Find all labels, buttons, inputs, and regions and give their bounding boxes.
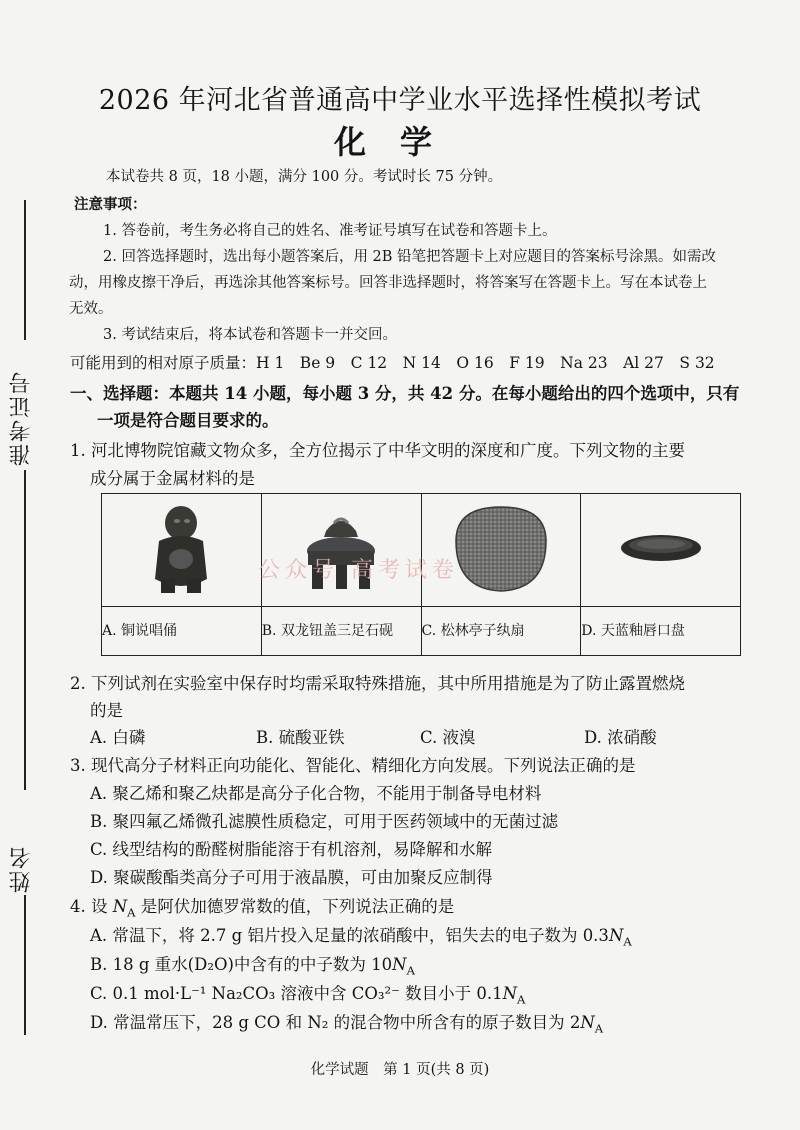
- exam-info: 本试卷共 8 页，18 小题，满分 100 分。考试时长 75 分钟。: [106, 169, 503, 185]
- q4-stem-suffix: 是阿伏加德罗常数的值，下列说法正确的是: [135, 897, 455, 916]
- q2-option-a: A. 白磷: [90, 728, 146, 747]
- note-1: 1. 答卷前，考生务必将自己的姓名、准考证号填写在试卷和答题卡上。: [103, 223, 557, 239]
- section-1-heading-line-2: 一项是符合题目要求的。: [97, 411, 279, 430]
- side-divider-top: [24, 200, 26, 340]
- q4-stem-a-subscript: A: [127, 905, 136, 920]
- q4-stem-prefix: 4. 设: [70, 897, 113, 916]
- q1-stem-line-2: 成分属于金属材料的是: [90, 469, 255, 488]
- q4-option-b-n: N: [392, 955, 407, 974]
- q4-option-d-n: N: [580, 1013, 595, 1032]
- watermark: 公众号 高考试卷: [258, 558, 459, 583]
- q4-option-a-sub: A: [623, 934, 632, 949]
- q1-stem-line-1: 1. 河北博物院馆藏文物众多，全方位揭示了中华文明的深度和广度。下列文物的主要: [70, 441, 685, 460]
- q4-option-a-n: N: [608, 926, 624, 945]
- q4-stem: [70, 893, 454, 919]
- q2-option-b: B. 硫酸亚铁: [256, 728, 345, 747]
- silk-fan-image: [446, 501, 556, 596]
- q2-stem-line-2: 的是: [90, 701, 123, 720]
- note-2-line-2: 动，用橡皮擦干净后，再选涂其他答案标号。回答非选择题时，将答案写在答题卡上。写在本试卷上: [69, 275, 707, 291]
- option-d-caption: D. 天蓝釉唇口盘: [581, 607, 741, 656]
- q4-option-b: [90, 951, 415, 977]
- option-c-caption: C. 松林亭子纨扇: [421, 607, 581, 656]
- q3-option-d: D. 聚碳酸酯类高分子可用于液晶膜，可由加聚反应制得: [90, 868, 493, 887]
- q4-stem-n-symbol: N: [112, 897, 128, 916]
- q4-option-c-sub: A: [517, 992, 526, 1007]
- q4-option-d: [90, 1009, 603, 1035]
- exam-title: 2026 年河北省普通高中学业水平选择性模拟考试: [98, 85, 702, 116]
- q3-stem: 3. 现代高分子材料正向功能化、智能化、精细化方向发展。下列说法正确的是: [70, 756, 636, 775]
- atomic-masses: 可能用到的相对原子质量：H 1 Be 9 C 12 N 14 O 16 F 19 Na 23 Al 27 S 32: [70, 354, 715, 372]
- option-a-caption: A. 铜说唱俑: [102, 607, 262, 656]
- q4-option-a-text: A. 常温下，将 2.7 g 铝片投入足量的浓硝酸中，铝失去的电子数为 0.3: [90, 926, 609, 945]
- q4-option-d-text: D. 常温常压下，28 g CO 和 N₂ 的混合物中所含有的原子数目为 2: [90, 1013, 581, 1032]
- q4-option-b-text: B. 18 g 重水(D₂O)中含有的中子数为 10: [90, 955, 393, 974]
- glazed-plate-image: [616, 518, 706, 578]
- note-2-line-1: 2. 回答选择题时，选出每小题答案后，用 2B 铅笔把答题卡上对应题目的答案标号涂黑。如需改: [103, 249, 717, 265]
- page-footer: 化学试题 第 1 页(共 8 页): [310, 1062, 490, 1078]
- artifact-c-cell: [421, 494, 581, 607]
- note-3: 3. 考试结束后，将本试卷和答题卡一并交回。: [103, 327, 397, 343]
- q4-option-d-sub: A: [594, 1021, 604, 1036]
- section-1-heading-line-1: 一、选择题：本题共 14 小题，每小题 3 分，共 42 分。在每小题给出的四个选项中，只有: [70, 384, 740, 403]
- bronze-figure-image: [141, 501, 221, 596]
- name-line: [24, 895, 26, 1035]
- q4-option-b-sub: A: [406, 963, 415, 978]
- q4-option-a: [90, 922, 632, 948]
- exam-id-line: [24, 470, 26, 790]
- notes-heading: 注意事项：: [74, 196, 147, 213]
- q2-option-d: D. 浓硝酸: [584, 728, 657, 747]
- artifact-a-cell: [102, 494, 262, 607]
- artifact-b-cell: [261, 494, 421, 607]
- note-2-line-3: 无效。: [69, 301, 113, 317]
- artifact-d-cell: [581, 494, 741, 607]
- q4-option-c-text: C. 0.1 mol·L⁻¹ Na₂CO₃ 溶液中含 CO₃²⁻ 数目小于 0.1: [90, 984, 503, 1003]
- q3-option-c: C. 线型结构的酚醛树脂能溶于有机溶剂，易降解和水解: [90, 840, 493, 859]
- q2-option-c: C. 液溴: [420, 728, 476, 747]
- exam-id-label: 准考证号: [9, 370, 34, 466]
- q3-option-b: B. 聚四氟乙烯微孔滤膜性质稳定，可用于医药领域中的无菌过滤: [90, 812, 559, 831]
- q3-option-a: A. 聚乙烯和聚乙炔都是高分子化合物，不能用于制备导电材料: [90, 784, 542, 803]
- q4-option-c-n: N: [502, 984, 518, 1003]
- q4-option-c: [90, 980, 525, 1006]
- q2-stem-line-1: 2. 下列试剂在实验室中保存时均需采取特殊措施，其中所用措施是为了防止露置燃烧: [70, 674, 685, 693]
- name-label: 姓名: [9, 845, 34, 893]
- option-b-caption: B. 双龙钮盖三足石砚: [261, 607, 421, 656]
- subject-title: 化学: [333, 123, 466, 161]
